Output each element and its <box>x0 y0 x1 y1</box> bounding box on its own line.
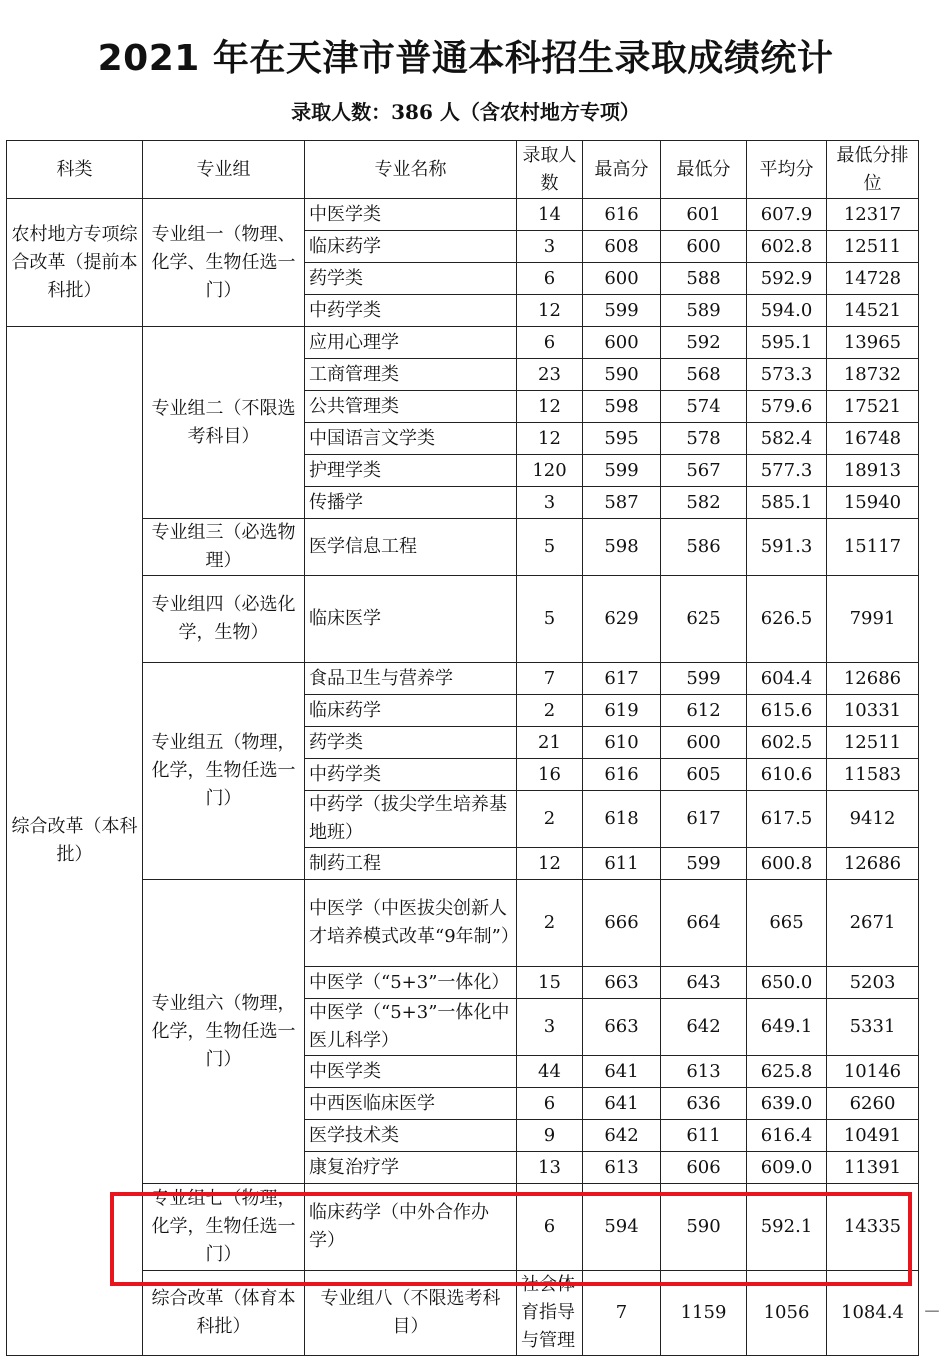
min-cell: 664 <box>661 880 747 967</box>
count-cell: 6 <box>517 1184 583 1271</box>
major-cell: 中国语言文学类 <box>305 423 517 455</box>
min-cell: 625 <box>661 576 747 663</box>
major-cell: 护理学类 <box>305 455 517 487</box>
avg-cell: 592.1 <box>747 1184 827 1271</box>
header-rank: 最低分排位 <box>827 141 919 199</box>
min-cell: 574 <box>661 391 747 423</box>
max-cell: 663 <box>583 967 661 999</box>
category-cell: 综合改革（体育本科批） <box>143 1271 305 1356</box>
min-cell: 636 <box>661 1088 747 1120</box>
rank-cell: 5203 <box>827 967 919 999</box>
max-cell: 587 <box>583 487 661 519</box>
count-cell: 12 <box>517 423 583 455</box>
avg-cell: 665 <box>747 880 827 967</box>
header-avg: 平均分 <box>747 141 827 199</box>
avg-cell: 616.4 <box>747 1120 827 1152</box>
count-cell: 5 <box>517 519 583 576</box>
count-cell: 7 <box>583 1271 661 1356</box>
avg-cell: 1084.4 <box>827 1271 919 1356</box>
count-cell: 23 <box>517 359 583 391</box>
max-cell: 600 <box>583 327 661 359</box>
min-cell: 642 <box>661 999 747 1056</box>
min-cell: 601 <box>661 199 747 231</box>
table-row <box>7 576 919 663</box>
count-cell: 21 <box>517 727 583 759</box>
table-row <box>7 880 919 967</box>
rank-cell: 9412 <box>827 791 919 848</box>
header-major: 专业名称 <box>305 141 517 199</box>
count-cell: 14 <box>517 199 583 231</box>
max-cell: 616 <box>583 199 661 231</box>
major-cell: 制药工程 <box>305 848 517 880</box>
group-cell: 专业组三（必选物理） <box>143 519 305 576</box>
max-cell: 595 <box>583 423 661 455</box>
min-cell: 568 <box>661 359 747 391</box>
major-cell: 中医学（“5+3”一体化） <box>305 967 517 999</box>
avg-cell: 582.4 <box>747 423 827 455</box>
major-cell: 应用心理学 <box>305 327 517 359</box>
major-cell: 药学类 <box>305 727 517 759</box>
avg-cell: 600.8 <box>747 848 827 880</box>
avg-cell: 592.9 <box>747 263 827 295</box>
avg-cell: 649.1 <box>747 999 827 1056</box>
min-cell: 611 <box>661 1120 747 1152</box>
max-cell: 617 <box>583 663 661 695</box>
count-cell: 3 <box>517 487 583 519</box>
count-cell: 3 <box>517 231 583 263</box>
page-title: 2021 年在天津市普通本科招生录取成绩统计 <box>97 38 834 79</box>
rank-cell: 18913 <box>827 455 919 487</box>
max-cell: 641 <box>583 1088 661 1120</box>
major-cell: 社会体育指导与管理 <box>517 1271 583 1356</box>
table-row <box>7 327 919 359</box>
rank-cell: 10331 <box>827 695 919 727</box>
rank-cell: 10146 <box>827 1056 919 1088</box>
page-subtitle: 录取人数：386 人（含农村地方专项） <box>291 100 640 124</box>
major-cell: 中药学类 <box>305 295 517 327</box>
count-cell: 6 <box>517 263 583 295</box>
admission-score-table <box>6 140 941 1356</box>
header-category: 科类 <box>7 141 143 199</box>
max-cell: 663 <box>583 999 661 1056</box>
min-cell: 612 <box>661 695 747 727</box>
rank-cell: 2671 <box>827 880 919 967</box>
avg-cell: 604.4 <box>747 663 827 695</box>
rank-cell: 6260 <box>827 1088 919 1120</box>
max-cell: 642 <box>583 1120 661 1152</box>
rank-cell: 10491 <box>827 1120 919 1152</box>
count-cell: 2 <box>517 791 583 848</box>
table-row <box>7 199 919 231</box>
major-cell: 中医学（“5+3”一体化中医儿科学） <box>305 999 517 1056</box>
max-cell: 610 <box>583 727 661 759</box>
max-cell: 641 <box>583 1056 661 1088</box>
min-cell: 599 <box>661 663 747 695</box>
min-cell: 578 <box>661 423 747 455</box>
min-cell: 582 <box>661 487 747 519</box>
header-max: 最高分 <box>583 141 661 199</box>
min-cell: 586 <box>661 519 747 576</box>
avg-cell: 602.8 <box>747 231 827 263</box>
count-cell: 2 <box>517 695 583 727</box>
rank-cell: 12317 <box>827 199 919 231</box>
avg-cell: 594.0 <box>747 295 827 327</box>
avg-cell: 617.5 <box>747 791 827 848</box>
min-cell: 588 <box>661 263 747 295</box>
header-min: 最低分 <box>661 141 747 199</box>
count-cell: 15 <box>517 967 583 999</box>
rank-cell: 11391 <box>827 1152 919 1184</box>
avg-cell: 602.5 <box>747 727 827 759</box>
major-cell: 中西医临床医学 <box>305 1088 517 1120</box>
min-cell: 590 <box>661 1184 747 1271</box>
count-cell: 16 <box>517 759 583 791</box>
count-cell: 12 <box>517 391 583 423</box>
max-cell: 666 <box>583 880 661 967</box>
rank-cell: 11583 <box>827 759 919 791</box>
group-cell: 专业组五（物理，化学，生物任选一门） <box>143 663 305 880</box>
rank-cell: 12511 <box>827 231 919 263</box>
max-cell: 1159 <box>661 1271 747 1356</box>
header-count: 录取人数 <box>517 141 583 199</box>
count-cell: 5 <box>517 576 583 663</box>
major-cell: 传播学 <box>305 487 517 519</box>
avg-cell: 579.6 <box>747 391 827 423</box>
min-cell: 617 <box>661 791 747 848</box>
table-header-row <box>7 141 919 199</box>
max-cell: 629 <box>583 576 661 663</box>
count-cell: 120 <box>517 455 583 487</box>
max-cell: 608 <box>583 231 661 263</box>
max-cell: 619 <box>583 695 661 727</box>
major-cell: 药学类 <box>305 263 517 295</box>
table-row <box>7 663 919 695</box>
min-cell: 599 <box>661 848 747 880</box>
category-cell: 农村地方专项综合改革（提前本科批） <box>7 199 143 327</box>
avg-cell: 650.0 <box>747 967 827 999</box>
major-cell: 中医学类 <box>305 199 517 231</box>
avg-cell: 639.0 <box>747 1088 827 1120</box>
group-cell: 专业组八（不限选考科目） <box>305 1271 517 1356</box>
group-cell: 专业组二（不限选考科目） <box>143 327 305 519</box>
group-cell: 专业组四（必选化学，生物） <box>143 576 305 663</box>
rank-cell: 13965 <box>827 327 919 359</box>
group-cell: 专业组六（物理，化学，生物任选一门） <box>143 880 305 1184</box>
avg-cell: 610.6 <box>747 759 827 791</box>
major-cell: 临床药学 <box>305 231 517 263</box>
rank-cell: 14521 <box>827 295 919 327</box>
major-cell: 康复治疗学 <box>305 1152 517 1184</box>
category-cell: 综合改革（本科批） <box>7 327 143 1356</box>
major-cell: 中医学类 <box>305 1056 517 1088</box>
count-cell: 6 <box>517 327 583 359</box>
rank-cell: 5331 <box>827 999 919 1056</box>
max-cell: 598 <box>583 519 661 576</box>
min-cell: 643 <box>661 967 747 999</box>
min-cell: 589 <box>661 295 747 327</box>
rank-cell: 7991 <box>827 576 919 663</box>
major-cell: 临床医学 <box>305 576 517 663</box>
min-cell: 567 <box>661 455 747 487</box>
major-cell: 临床药学 <box>305 695 517 727</box>
rank-cell: 12686 <box>827 848 919 880</box>
max-cell: 613 <box>583 1152 661 1184</box>
max-cell: 599 <box>583 295 661 327</box>
max-cell: 594 <box>583 1184 661 1271</box>
count-cell: 12 <box>517 295 583 327</box>
table-row <box>7 1184 919 1271</box>
rank-cell: 18732 <box>827 359 919 391</box>
major-cell: 中药学类 <box>305 759 517 791</box>
count-cell: 9 <box>517 1120 583 1152</box>
min-cell: 600 <box>661 231 747 263</box>
avg-cell: 625.8 <box>747 1056 827 1088</box>
rank-cell: 15940 <box>827 487 919 519</box>
rank-cell: 15117 <box>827 519 919 576</box>
rank-cell: 12511 <box>827 727 919 759</box>
major-cell: 医学信息工程 <box>305 519 517 576</box>
max-cell: 600 <box>583 263 661 295</box>
major-cell: 医学技术类 <box>305 1120 517 1152</box>
rank-cell: 14728 <box>827 263 919 295</box>
major-cell: 中医学（中医拔尖创新人才培养模式改革“9年制”） <box>305 880 517 967</box>
avg-cell: 607.9 <box>747 199 827 231</box>
avg-cell: 585.1 <box>747 487 827 519</box>
count-cell: 44 <box>517 1056 583 1088</box>
count-cell: 3 <box>517 999 583 1056</box>
count-cell: 13 <box>517 1152 583 1184</box>
max-cell: 599 <box>583 455 661 487</box>
table-row: 综合改革（体育本科批） 专业组八（不限选考科目） 社会体育指导与管理 7 1159 1056 1084.4 － <box>7 1271 919 1356</box>
group-cell: 专业组一（物理、化学、生物任选一门） <box>143 199 305 327</box>
min-cell: 605 <box>661 759 747 791</box>
major-cell: 中药学（拔尖学生培养基地班） <box>305 791 517 848</box>
table-row <box>7 519 919 576</box>
avg-cell: 591.3 <box>747 519 827 576</box>
avg-cell: 609.0 <box>747 1152 827 1184</box>
avg-cell: 615.6 <box>747 695 827 727</box>
avg-cell: 577.3 <box>747 455 827 487</box>
min-cell: 606 <box>661 1152 747 1184</box>
rank-cell: 17521 <box>827 391 919 423</box>
max-cell: 616 <box>583 759 661 791</box>
major-cell: 临床药学（中外合作办学） <box>305 1184 517 1271</box>
avg-cell: 595.1 <box>747 327 827 359</box>
rank-cell: 16748 <box>827 423 919 455</box>
count-cell: 2 <box>517 880 583 967</box>
header-group: 专业组 <box>143 141 305 199</box>
group-cell: 专业组七（物理，化学，生物任选一门） <box>143 1184 305 1271</box>
min-cell: 600 <box>661 727 747 759</box>
avg-cell: 626.5 <box>747 576 827 663</box>
max-cell: 590 <box>583 359 661 391</box>
count-cell: 6 <box>517 1088 583 1120</box>
major-cell: 公共管理类 <box>305 391 517 423</box>
max-cell: 611 <box>583 848 661 880</box>
rank-cell: 14335 <box>827 1184 919 1271</box>
avg-cell: 573.3 <box>747 359 827 391</box>
min-cell: 1056 <box>747 1271 827 1356</box>
count-cell: 12 <box>517 848 583 880</box>
major-cell: 工商管理类 <box>305 359 517 391</box>
rank-cell: 12686 <box>827 663 919 695</box>
min-cell: 592 <box>661 327 747 359</box>
min-cell: 613 <box>661 1056 747 1088</box>
max-cell: 598 <box>583 391 661 423</box>
count-cell: 7 <box>517 663 583 695</box>
max-cell: 618 <box>583 791 661 848</box>
major-cell: 食品卫生与营养学 <box>305 663 517 695</box>
